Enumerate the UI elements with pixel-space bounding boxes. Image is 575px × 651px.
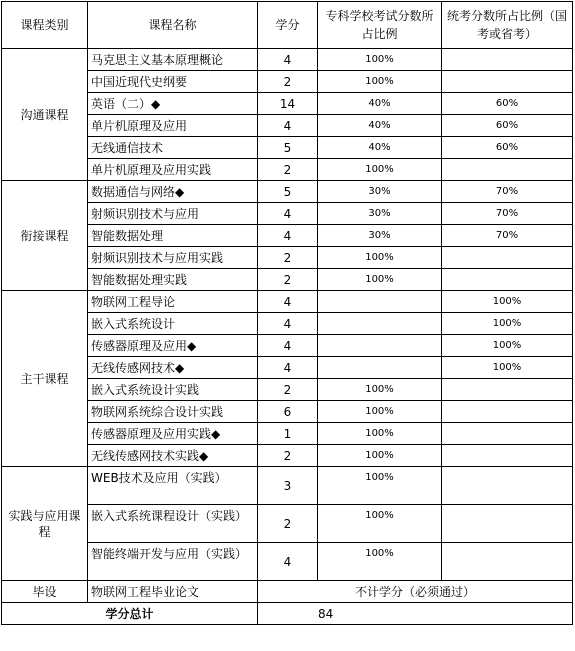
course-name-cell: 无线传感网技术◆ [88, 357, 258, 379]
school-ratio-cell: 100% [318, 159, 442, 181]
table-row [2, 269, 573, 291]
school-ratio-cell: 40% [318, 93, 442, 115]
unified-ratio-cell: 100% [442, 357, 573, 379]
school-ratio-cell: 40% [318, 137, 442, 159]
table-row [2, 159, 573, 181]
table-row [2, 93, 573, 115]
credit-cell: 2 [258, 505, 318, 543]
category-cell: 衔接课程 [2, 181, 88, 291]
credit-cell: 2 [258, 159, 318, 181]
unified-ratio-cell [442, 445, 573, 467]
table-row [2, 313, 573, 335]
header-course: 课程名称 [88, 2, 258, 49]
course-name-cell: 英语（二）◆ [88, 93, 258, 115]
unified-ratio-cell [442, 505, 573, 543]
table-row [2, 543, 573, 581]
unified-ratio-cell [442, 401, 573, 423]
course-name-cell: 传感器原理及应用实践◆ [88, 423, 258, 445]
credit-cell: 1 [258, 423, 318, 445]
header-credit: 学分 [258, 2, 318, 49]
course-credit-table [1, 1, 573, 625]
table-row [2, 505, 573, 543]
total-row [2, 603, 573, 625]
school-ratio-cell: 100% [318, 379, 442, 401]
table-row [2, 225, 573, 247]
course-name-cell: WEB技术及应用（实践） [88, 467, 258, 505]
table-row [2, 401, 573, 423]
course-name-cell: 中国近现代史纲要 [88, 71, 258, 93]
school-ratio-cell: 100% [318, 423, 442, 445]
school-ratio-cell: 30% [318, 181, 442, 203]
unified-ratio-cell: 100% [442, 291, 573, 313]
unified-ratio-cell: 100% [442, 313, 573, 335]
table-body [2, 49, 573, 625]
table-row [2, 115, 573, 137]
course-name-cell: 射频识别技术与应用 [88, 203, 258, 225]
credit-cell: 4 [258, 115, 318, 137]
credit-cell: 4 [258, 335, 318, 357]
table-row [2, 379, 573, 401]
table-row [2, 181, 573, 203]
course-name-cell: 传感器原理及应用◆ [88, 335, 258, 357]
unified-ratio-cell [442, 247, 573, 269]
category-cell: 实践与应用课程 [2, 467, 88, 581]
table-row [2, 335, 573, 357]
header-school-ratio: 专科学校考试分数所占比例 [318, 2, 442, 49]
table-row [2, 49, 573, 71]
credit-cell: 6 [258, 401, 318, 423]
unified-ratio-cell [442, 269, 573, 291]
unified-ratio-cell [442, 467, 573, 505]
school-ratio-cell: 100% [318, 543, 442, 581]
school-ratio-cell: 30% [318, 225, 442, 247]
credit-cell: 4 [258, 203, 318, 225]
school-ratio-cell: 100% [318, 49, 442, 71]
total-value: 84 [258, 603, 573, 625]
header-unified-ratio: 统考分数所占比例（国考或省考） [442, 2, 573, 49]
credit-cell: 4 [258, 313, 318, 335]
credit-cell: 5 [258, 137, 318, 159]
school-ratio-cell: 100% [318, 467, 442, 505]
credit-cell: 2 [258, 445, 318, 467]
table-row [2, 445, 573, 467]
unified-ratio-cell [442, 379, 573, 401]
table-row [2, 291, 573, 313]
course-name-cell: 嵌入式系统课程设计（实践） [88, 505, 258, 543]
table-row [2, 137, 573, 159]
course-name-cell: 单片机原理及应用 [88, 115, 258, 137]
unified-ratio-cell: 60% [442, 115, 573, 137]
course-name-cell: 嵌入式系统设计 [88, 313, 258, 335]
credit-cell: 14 [258, 93, 318, 115]
course-name-cell: 射频识别技术与应用实践 [88, 247, 258, 269]
credit-cell: 5 [258, 181, 318, 203]
table-row [2, 203, 573, 225]
school-ratio-cell: 100% [318, 445, 442, 467]
unified-ratio-cell: 70% [442, 181, 573, 203]
school-ratio-cell: 100% [318, 505, 442, 543]
course-name-cell: 无线传感网技术实践◆ [88, 445, 258, 467]
category-cell: 主干课程 [2, 291, 88, 467]
unified-ratio-cell [442, 49, 573, 71]
credit-cell: 3 [258, 467, 318, 505]
table-header-row [2, 2, 573, 49]
credit-cell: 4 [258, 543, 318, 581]
course-name-cell: 物联网系统综合设计实践 [88, 401, 258, 423]
total-label: 学分总计 [2, 603, 258, 625]
thesis-row [2, 581, 573, 603]
school-ratio-cell: 30% [318, 203, 442, 225]
course-name-cell: 智能数据处理实践 [88, 269, 258, 291]
course-name-cell: 智能终端开发与应用（实践） [88, 543, 258, 581]
course-name-cell: 数据通信与网络◆ [88, 181, 258, 203]
credit-cell: 4 [258, 291, 318, 313]
table-row [2, 467, 573, 505]
credit-cell: 4 [258, 357, 318, 379]
unified-ratio-cell: 70% [442, 225, 573, 247]
thesis-category: 毕设 [2, 581, 88, 603]
unified-ratio-cell: 60% [442, 137, 573, 159]
thesis-note: 不计学分（必须通过） [258, 581, 573, 603]
course-name-cell: 嵌入式系统设计实践 [88, 379, 258, 401]
unified-ratio-cell: 60% [442, 93, 573, 115]
course-name-cell: 物联网工程导论 [88, 291, 258, 313]
credit-cell: 4 [258, 225, 318, 247]
school-ratio-cell [318, 335, 442, 357]
school-ratio-cell: 100% [318, 71, 442, 93]
table-row [2, 247, 573, 269]
school-ratio-cell: 100% [318, 401, 442, 423]
school-ratio-cell: 100% [318, 247, 442, 269]
header-category: 课程类别 [2, 2, 88, 49]
unified-ratio-cell [442, 159, 573, 181]
school-ratio-cell: 40% [318, 115, 442, 137]
unified-ratio-cell [442, 71, 573, 93]
unified-ratio-cell [442, 423, 573, 445]
category-cell: 沟通课程 [2, 49, 88, 181]
table-row [2, 71, 573, 93]
unified-ratio-cell: 100% [442, 335, 573, 357]
table-row [2, 357, 573, 379]
school-ratio-cell [318, 357, 442, 379]
school-ratio-cell [318, 291, 442, 313]
school-ratio-cell [318, 313, 442, 335]
thesis-course: 物联网工程毕业论文 [88, 581, 258, 603]
credit-cell: 4 [258, 49, 318, 71]
course-name-cell: 单片机原理及应用实践 [88, 159, 258, 181]
course-name-cell: 智能数据处理 [88, 225, 258, 247]
credit-cell: 2 [258, 269, 318, 291]
credit-cell: 2 [258, 379, 318, 401]
table-row [2, 423, 573, 445]
school-ratio-cell: 100% [318, 269, 442, 291]
credit-cell: 2 [258, 71, 318, 93]
course-name-cell: 无线通信技术 [88, 137, 258, 159]
course-name-cell: 马克思主义基本原理概论 [88, 49, 258, 71]
unified-ratio-cell [442, 543, 573, 581]
credit-cell: 2 [258, 247, 318, 269]
unified-ratio-cell: 70% [442, 203, 573, 225]
